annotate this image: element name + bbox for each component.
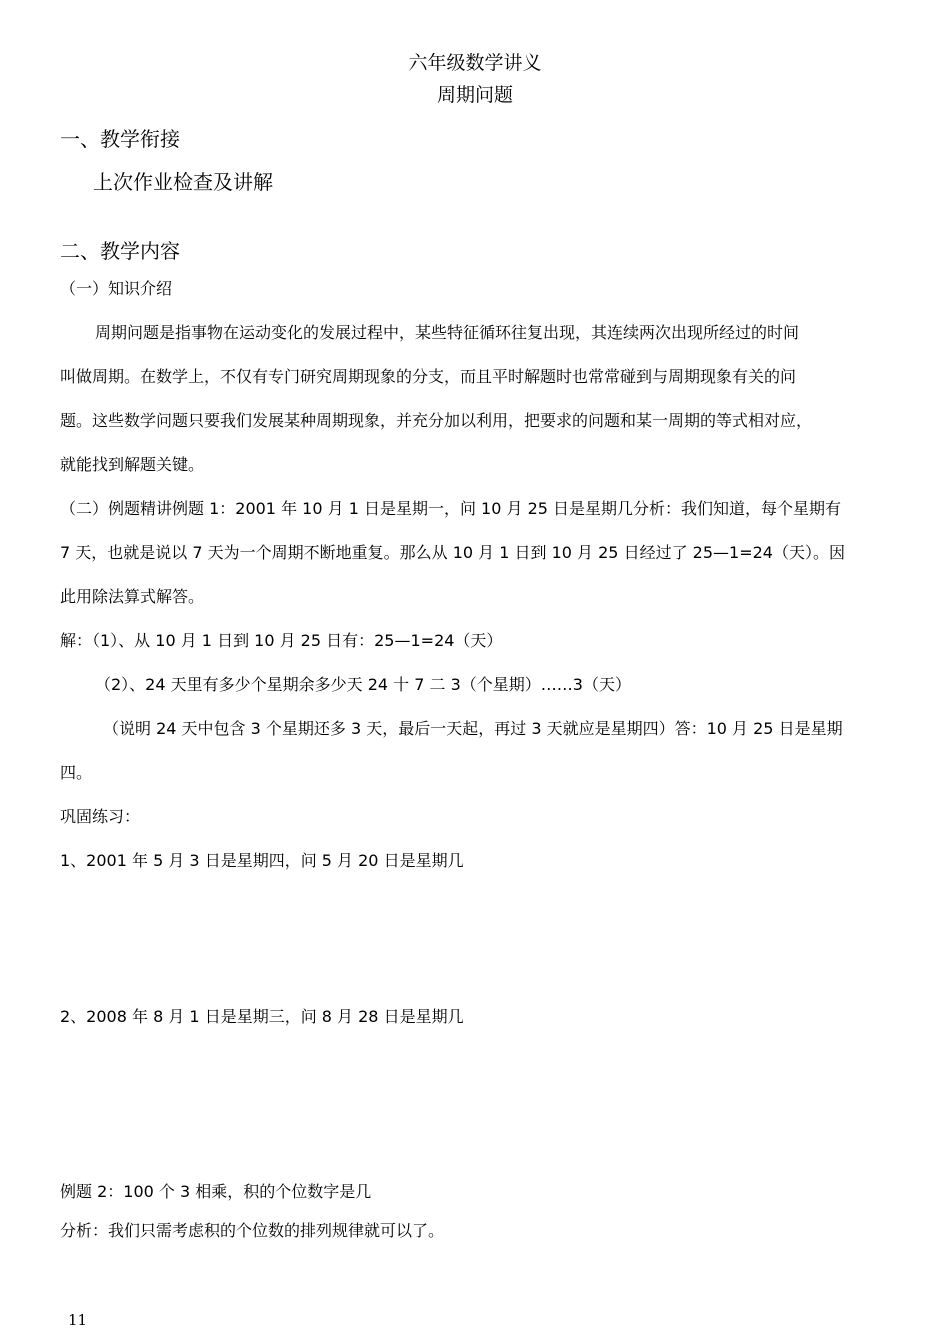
- practice-question-2: 2、2008 年 8 月 1 日是星期三，问 8 月 28 日是星期几: [60, 1007, 464, 1026]
- example1-line: 此用除法算式解答。: [60, 587, 205, 606]
- page-number: 11: [68, 1311, 88, 1329]
- solution-line: 四。: [60, 763, 93, 782]
- solution-line: 解：（1）、从 10 月 1 日到 10 月 25 日有：25—1=24（天）: [60, 631, 503, 650]
- knowledge-intro-heading: （一）知识介绍: [60, 279, 173, 298]
- solution-line: （2）、24 天里有多少个星期余多少天 24 十 7 二 3（个星期）……3（天）: [95, 675, 631, 694]
- intro-paragraph-line: 就能找到解题关键。: [60, 455, 205, 474]
- section2-heading: 二、教学内容: [60, 239, 180, 263]
- solution-line: （说明 24 天中包含 3 个星期还多 3 天，最后一天起，再过 3 天就应是星期四）答：10 月 25 日是星期: [103, 719, 843, 738]
- example1-line: 7 天，也就是说以 7 天为一个周期不断地重复。那么从 10 月 1 日到 10 月 25 日经过了 25—1=24（天）。因: [60, 543, 845, 562]
- practice-question-1: 1、2001 年 5 月 3 日是星期四，问 5 月 20 日是星期几: [60, 851, 464, 870]
- intro-paragraph-line: 题。这些数学问题只要我们发展某种周期现象，并充分加以利用，把要求的问题和某一周期的等式相对应，: [60, 411, 813, 430]
- intro-paragraph-line: 叫做周期。在数学上，不仅有专门研究周期现象的分支，而且平时解题时也常常碰到与周期现象有关的问: [60, 367, 797, 386]
- example2-analysis: 分析：我们只需考虑积的个位数的排列规律就可以了。: [60, 1221, 445, 1240]
- section1-item: 上次作业检查及讲解: [93, 170, 273, 194]
- document-title: 六年级数学讲义: [408, 52, 542, 74]
- section1-heading: 一、教学衔接: [60, 127, 180, 151]
- practice-heading: 巩固练习：: [60, 807, 141, 826]
- example1-line: （二）例题精讲例题 1：2001 年 10 月 1 日是星期一，问 10 月 25 日是星期几分析：我们知道，每个星期有: [60, 499, 842, 518]
- example2-question: 例题 2：100 个 3 相乘，积的个位数字是几: [60, 1182, 372, 1201]
- document-subtitle: 周期问题: [436, 84, 513, 106]
- intro-paragraph-line: 周期问题是指事物在运动变化的发展过程中，某些特征循环往复出现，其连续两次出现所经过的时间: [95, 323, 800, 342]
